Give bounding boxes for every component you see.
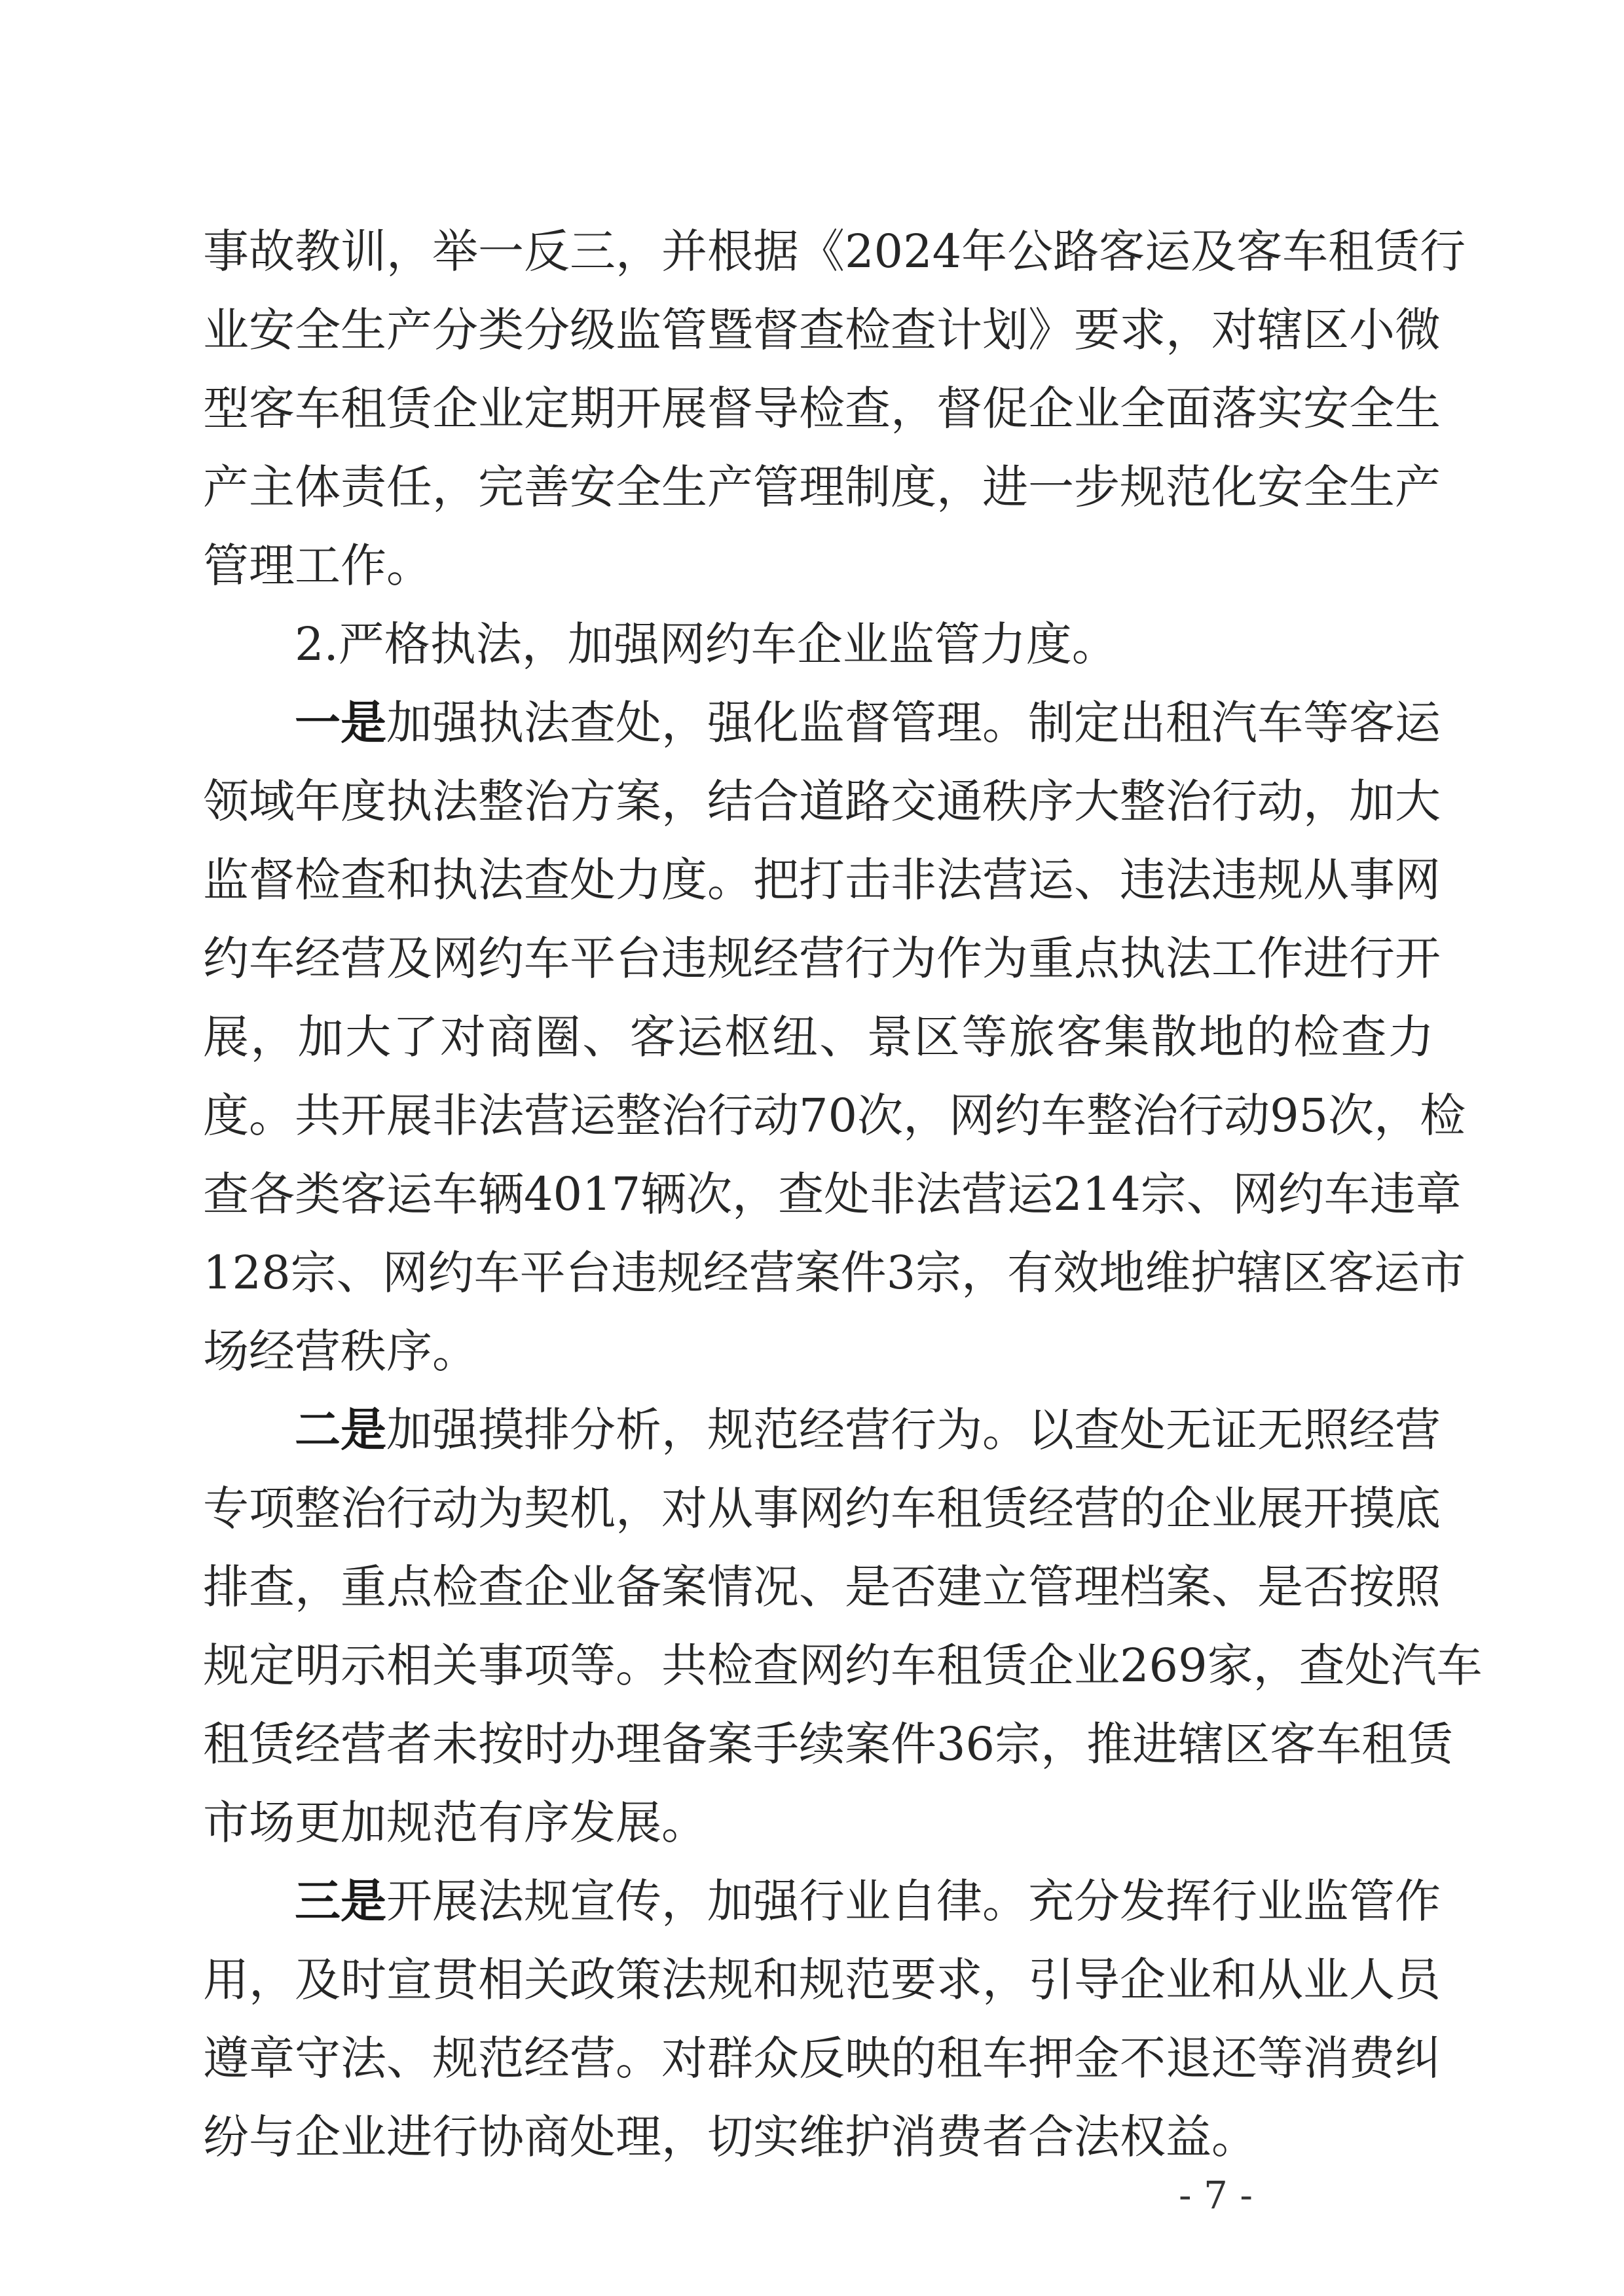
paragraph-4-line-2: 用，及时宣贯相关政策法规和规范要求，引导企业和从业人员 — [203, 1953, 1441, 2007]
paragraph-2-line-2: 领域年度执法整治方案，结合道路交通秩序大整治行动，加大 — [203, 774, 1441, 828]
paragraph-2-line-6: 度。共开展非法营运整治行动70次，网约车整治行动95次，检 — [203, 1089, 1466, 1142]
paragraph-3-line-5: 租赁经营者未按时办理备案手续案件36宗，推进辖区客车租赁 — [203, 1717, 1454, 1771]
paragraph-1-line-5: 管理工作。 — [203, 539, 432, 592]
paragraph-2-line-3: 监督检查和执法查处力度。把打击非法营运、违法违规从事网 — [203, 853, 1441, 907]
page-number: - 7 - — [1179, 2173, 1253, 2217]
paragraph-3-line-1 — [295, 1401, 1441, 1459]
paragraph-3-line-4: 规定明示相关事项等。共检查网约车租赁企业269家，查处汽车 — [203, 1639, 1483, 1692]
paragraph-2-line-4: 约车经营及网约车平台违规经营行为作为重点执法工作进行开 — [203, 932, 1441, 985]
paragraph-3-line-6: 市场更加规范有序发展。 — [203, 1796, 707, 1850]
paragraph-2-lead: 一是 — [295, 695, 386, 750]
paragraph-3-lead: 二是 — [295, 1402, 386, 1457]
paragraph-4-first-text: 开展法规宣传，加强行业自律。充分发挥行业监管作 — [386, 1874, 1441, 1928]
paragraph-2-line-9: 场经营秩序。 — [203, 1324, 478, 1378]
paragraph-4-line-4: 纷与企业进行协商处理，切实维护消费者合法权益。 — [203, 2110, 1257, 2164]
paragraph-2-line-7: 查各类客运车辆4017辆次，查处非法营运214宗、网约车违章 — [203, 1167, 1462, 1221]
section-heading-2: 2.严格执法，加强网约车企业监管力度。 — [295, 617, 1118, 671]
paragraph-4-line-1 — [295, 1872, 1441, 1930]
paragraph-1-line-3: 型客车租赁企业定期开展督导检查，督促企业全面落实安全生 — [203, 382, 1441, 435]
paragraph-1-line-2: 业安全生产分类分级监管暨督查检查计划》要求，对辖区小微 — [203, 303, 1441, 357]
paragraph-2-line-5: 展，加大了对商圈、客运枢纽、景区等旅客集散地的检查力 — [203, 1010, 1434, 1064]
paragraph-4-line-3: 遵章守法、规范经营。对群众反映的租车押金不退还等消费纠 — [203, 2032, 1441, 2085]
paragraph-1-line-4: 产主体责任，完善安全生产管理制度，进一步规范化安全生产 — [203, 460, 1441, 514]
paragraph-2-line-8: 128宗、网约车平台违规经营案件3宗，有效地维护辖区客运市 — [203, 1246, 1466, 1300]
paragraph-2-line-1 — [295, 694, 1441, 752]
paragraph-3-line-3: 排查，重点检查企业备案情况、是否建立管理档案、是否按照 — [203, 1560, 1441, 1614]
paragraph-1-line-1: 事故教训，举一反三，并根据《2024年公路客运及客车租赁行 — [203, 225, 1466, 278]
paragraph-2-first-text: 加强执法查处，强化监督管理。制定出租汽车等客运 — [386, 696, 1441, 750]
paragraph-4-lead: 三是 — [295, 1874, 386, 1928]
paragraph-3-line-2: 专项整治行动为契机，对从事网约车租赁经营的企业展开摸底 — [203, 1482, 1441, 1535]
paragraph-3-first-text: 加强摸排分析，规范经营行为。以查处无证无照经营 — [386, 1403, 1441, 1457]
